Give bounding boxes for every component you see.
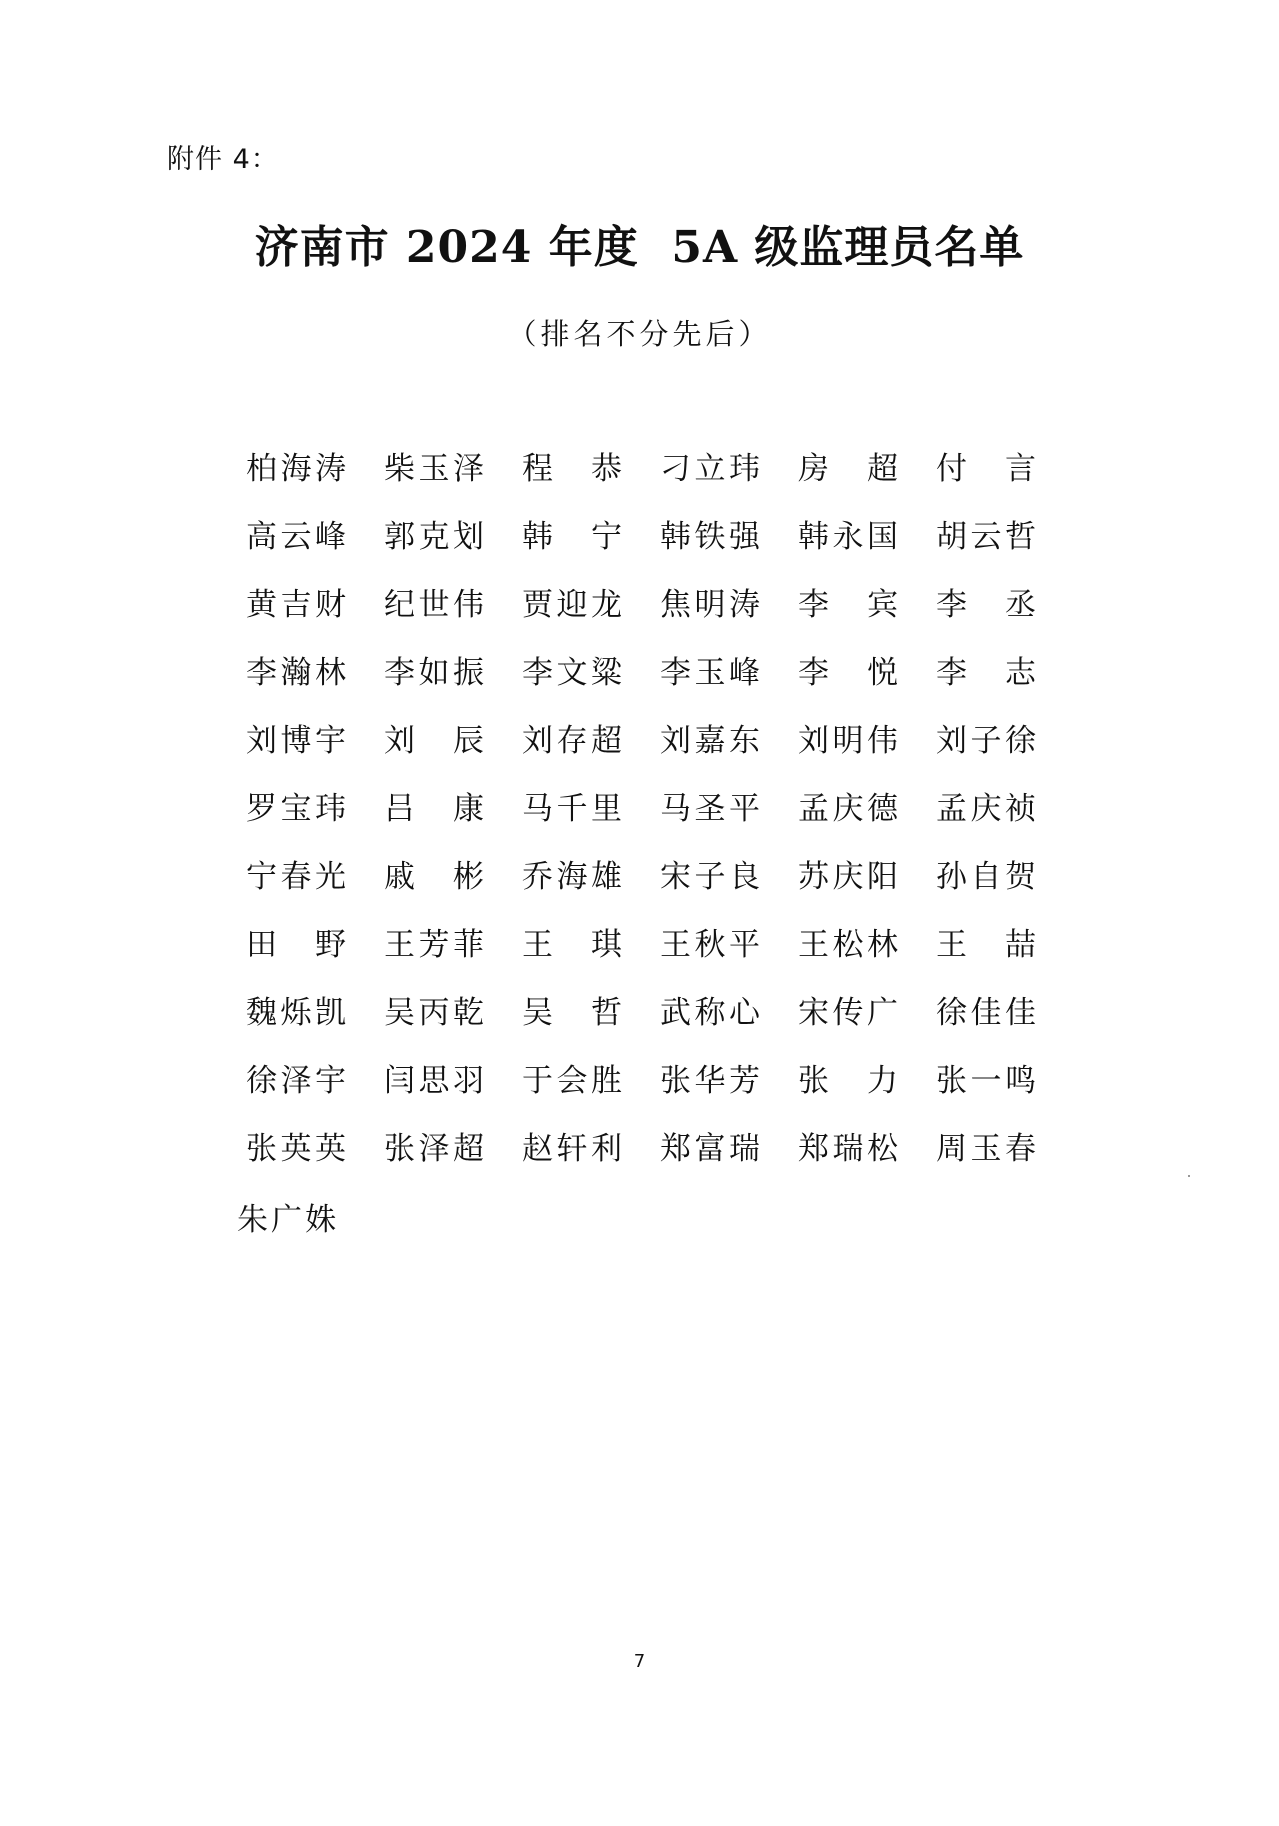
page-number: 7 bbox=[633, 1651, 646, 1672]
name-entry: 李 瀚 林 bbox=[246, 655, 346, 691]
name-entry: 贾 迎 龙 bbox=[522, 587, 622, 623]
name-entry: 周 玉 春 bbox=[936, 1131, 1036, 1167]
name-entry: 刘 存 超 bbox=[522, 723, 622, 759]
name-entry: 宋 子 良 bbox=[660, 859, 760, 895]
name-entry: 王 喆 bbox=[936, 927, 1036, 963]
name-entry: 李 悦 bbox=[798, 655, 898, 691]
name-entry: 王 芳 菲 bbox=[384, 927, 484, 963]
name-entry: 黄 吉 财 bbox=[246, 587, 346, 623]
scan-speck bbox=[1188, 1175, 1190, 1177]
name-entry: 房 超 bbox=[798, 451, 898, 487]
name-entry: 刘 嘉 东 bbox=[660, 723, 760, 759]
name-entry-last: 朱广姝 bbox=[237, 1202, 339, 1238]
name-entry: 孟 庆 祯 bbox=[936, 791, 1036, 827]
name-entry: 李 宾 bbox=[798, 587, 898, 623]
name-entry: 苏 庆 阳 bbox=[798, 859, 898, 895]
name-entry: 李 如 振 bbox=[384, 655, 484, 691]
name-entry: 魏 烁 凯 bbox=[246, 995, 346, 1031]
name-entry: 郑 富 瑞 bbox=[660, 1131, 760, 1167]
name-entry: 付 言 bbox=[936, 451, 1036, 487]
name-entry: 胡 云 哲 bbox=[936, 519, 1036, 555]
name-entry: 于 会 胜 bbox=[522, 1063, 622, 1099]
name-entry: 郑 瑞 松 bbox=[798, 1131, 898, 1167]
name-entry: 李 丞 bbox=[936, 587, 1036, 623]
name-entry: 柏 海 涛 bbox=[246, 451, 346, 487]
name-entry: 徐 佳 佳 bbox=[936, 995, 1036, 1031]
name-entry: 程 恭 bbox=[522, 451, 622, 487]
name-entry: 柴 玉 泽 bbox=[384, 451, 484, 487]
name-entry: 李 志 bbox=[936, 655, 1036, 691]
name-entry: 宋 传 广 bbox=[798, 995, 898, 1031]
name-entry: 刘 明 伟 bbox=[798, 723, 898, 759]
name-entry: 刁 立 玮 bbox=[660, 451, 760, 487]
name-entry: 张 华 芳 bbox=[660, 1063, 760, 1099]
name-entry: 郭 克 划 bbox=[384, 519, 484, 555]
name-entry: 孙 自 贺 bbox=[936, 859, 1036, 895]
name-entry: 马 千 里 bbox=[522, 791, 622, 827]
name-entry: 韩 永 国 bbox=[798, 519, 898, 555]
name-entry: 闫 思 羽 bbox=[384, 1063, 484, 1099]
name-entry: 吴 哲 bbox=[522, 995, 622, 1031]
name-entry: 王 琪 bbox=[522, 927, 622, 963]
page-title: 济南市 2024 年度 5A 级监理员名单 bbox=[254, 222, 1025, 273]
name-entry: 韩 铁 强 bbox=[660, 519, 760, 555]
name-entry: 马 圣 平 bbox=[660, 791, 760, 827]
name-entry: 焦 明 涛 bbox=[660, 587, 760, 623]
name-entry: 张 泽 超 bbox=[384, 1131, 484, 1167]
name-entry: 刘 子 徐 bbox=[936, 723, 1036, 759]
name-entry: 戚 彬 bbox=[384, 859, 484, 895]
name-entry: 宁 春 光 bbox=[246, 859, 346, 895]
name-entry: 高 云 峰 bbox=[246, 519, 346, 555]
name-entry: 张 一 鸣 bbox=[936, 1063, 1036, 1099]
name-entry: 李 文 粱 bbox=[522, 655, 622, 691]
name-entry: 刘 辰 bbox=[384, 723, 484, 759]
attachment-label: 附件 4： bbox=[167, 144, 279, 175]
name-entry: 王 秋 平 bbox=[660, 927, 760, 963]
name-entry: 王 松 林 bbox=[798, 927, 898, 963]
names-grid bbox=[246, 447, 1036, 1195]
name-entry: 韩 宁 bbox=[522, 519, 622, 555]
name-entry: 孟 庆 德 bbox=[798, 791, 898, 827]
name-entry: 吕 康 bbox=[384, 791, 484, 827]
name-entry: 武 称 心 bbox=[660, 995, 760, 1031]
name-entry: 乔 海 雄 bbox=[522, 859, 622, 895]
name-entry: 纪 世 伟 bbox=[384, 587, 484, 623]
page-subtitle: （排名不分先后） bbox=[507, 317, 772, 351]
name-entry: 刘 博 宇 bbox=[246, 723, 346, 759]
name-entry: 赵 轩 利 bbox=[522, 1131, 622, 1167]
name-entry: 田 野 bbox=[246, 927, 346, 963]
name-entry: 吴 丙 乾 bbox=[384, 995, 484, 1031]
name-entry: 徐 泽 宇 bbox=[246, 1063, 346, 1099]
name-entry: 罗 宝 玮 bbox=[246, 791, 346, 827]
name-entry: 李 玉 峰 bbox=[660, 655, 760, 691]
name-entry: 张 力 bbox=[798, 1063, 898, 1099]
name-entry: 张 英 英 bbox=[246, 1131, 346, 1167]
